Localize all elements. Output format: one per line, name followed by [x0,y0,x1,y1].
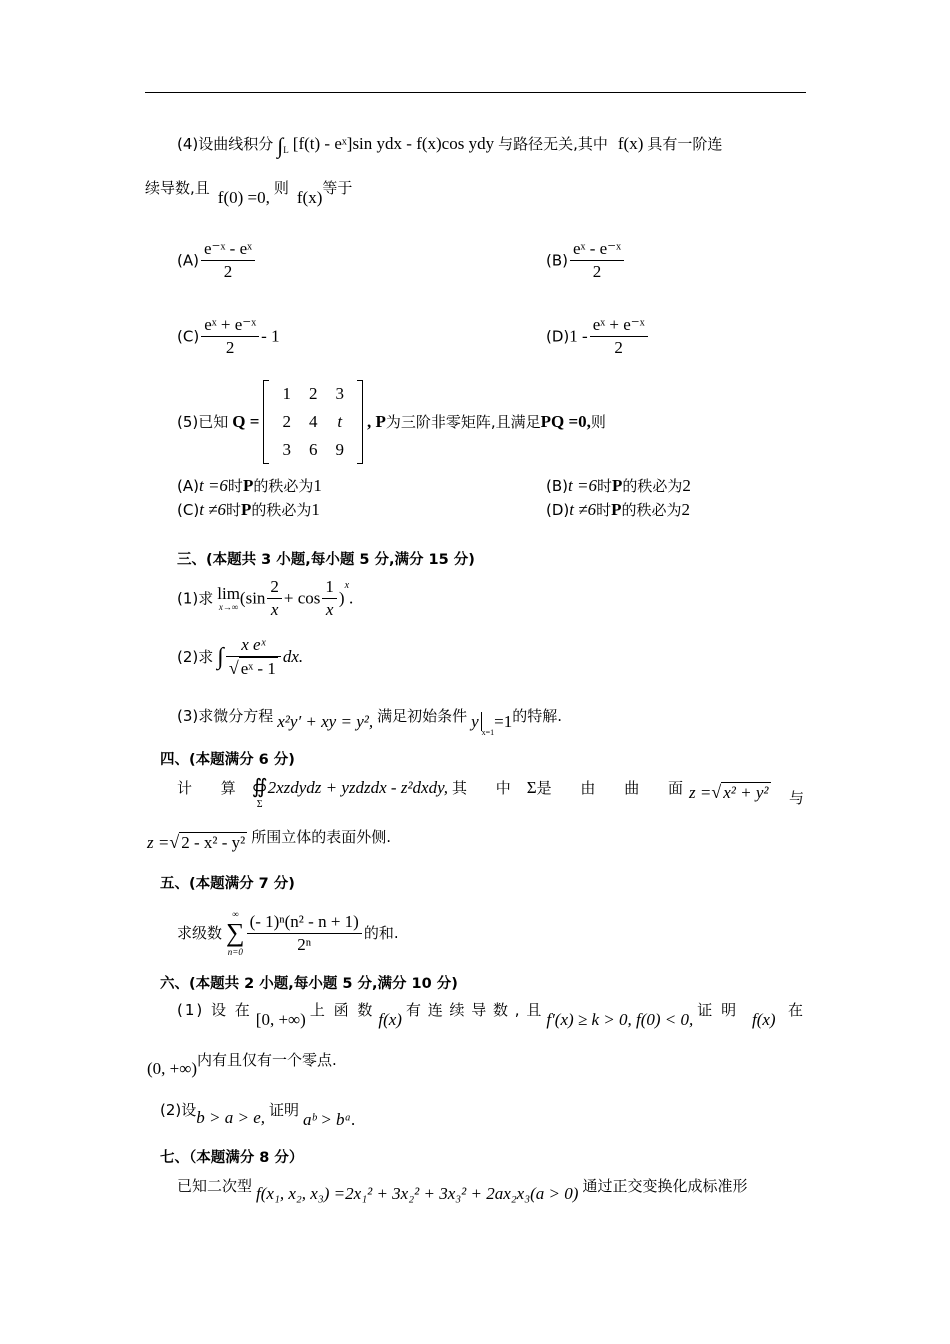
option-label: (D) [546,327,570,346]
matrix-cell: 3 [335,384,344,403]
lim-sub: x→∞ [218,601,239,612]
integral-sign: ∫ [277,133,284,158]
s6-p1-label: (1) 设 在 [177,1001,252,1019]
q5-matrix [263,380,363,464]
section3-heading: 三、(本题共 3 小题,每小题 5 分,满分 15 分) [177,552,475,568]
s6-fx2: f(x) [752,1010,776,1029]
q4-text3: 具有一阶连 [647,135,723,153]
frac-den: x [267,598,282,621]
option-t: t ≠6 [199,500,226,519]
surface-integral [252,778,268,814]
int-sub: Σ [256,799,263,810]
p1-cos: + cos [283,588,321,608]
q4-text2: 与路径无关,其中 [498,135,608,153]
option-P: P [611,500,622,519]
q5-text1: 已知 [198,413,229,431]
q4-text4: 续导数,且 [145,179,210,197]
s7-line [177,1176,748,1203]
frac-den-sqrt: eˣ - 1 [240,659,276,678]
s4-text1: 计 算 [177,779,248,797]
option-b: 的秩必为 [253,477,314,495]
option-label: (A) [177,251,199,270]
p3-y: y [471,712,482,731]
option-den: 2 [225,338,235,357]
option-v: 2 [682,476,691,495]
section4-heading: 四、(本题满分 6 分) [160,752,295,768]
q5-option-b [546,476,691,497]
s5-line [177,908,399,958]
option-den: 2 [614,338,623,357]
p1-end: . [349,588,354,608]
s6-p2-label: (2)设 [160,1101,197,1119]
integral-sign: ∯ [251,776,268,798]
surface1: z =√ x² + y² [689,782,769,802]
q4-cond: f(0) =0, [217,188,270,207]
s6-p1-t6: 内有且仅有一个零点. [197,1051,337,1069]
s6-p1-line2 [147,1050,337,1078]
q4-option-b [546,238,626,283]
p1-close: ) [338,588,345,608]
q5-text3: 为三阶非零矩阵,且满足 [385,413,541,431]
s6-interval: [0, +∞) [255,1010,306,1029]
option-t: t =6 [568,476,597,495]
frac-num: x eˣ [226,634,281,657]
s5-text1: 求级数 [177,924,223,942]
p3-label: (3)求微分方程 [177,707,274,725]
s4-line1 [177,778,807,814]
p1-label: (1)求 [177,589,214,608]
option-b: 的秩必为 [622,477,683,495]
section5-heading: 五、(本题满分 7 分) [160,876,295,892]
frac-num: (- 1)ⁿ(n² - n + 1) [247,911,362,934]
s4-text3: 是 由 曲 面 [536,779,695,797]
s6-p2-text: 证明 [269,1101,300,1119]
q4-int-sub: L [283,145,289,156]
s6-fx: f(x) [378,1010,402,1029]
matrix-cell: 2 [282,412,291,431]
lim-text: lim [217,583,240,603]
q5-Q: Q = [232,412,260,431]
s4-line2: z =√ 2 - x² - y² 所围立体的表面外侧. [147,828,392,852]
q5-option-c [177,500,320,521]
q4-num: (4) [177,135,199,153]
s4-sigma: Σ [526,778,537,797]
q5-num: (5) [177,413,199,431]
s6-cond: f′(x) ≥ k > 0, f(0) < 0, [546,1010,694,1029]
option-label: (C) [177,327,200,346]
s4-text4: 与 [789,789,805,807]
surf2-rhs: 2 - x² - y² [181,833,246,852]
option-den: 2 [223,262,233,281]
p3-end: 的特解. [512,707,563,725]
frac-num: 1 [325,577,334,596]
sum-bot: n=0 [227,947,243,957]
q4-option-c [177,314,280,359]
q4-text1: 设曲线积分 [198,135,274,153]
p2-label: (2)求 [177,648,214,666]
option-b: 的秩必为 [251,501,312,519]
option-label: (A) [177,477,199,495]
s6-p2-cond: b > a > e, [196,1108,265,1127]
option-label: (D) [546,501,570,519]
option-v: 1 [313,476,322,495]
option-a: 时 [596,501,612,519]
s3-problem2: (2)求 ∫ $\frac{\text{x eˣ}}{\text{√ eˣ - 1}}$ dx. [177,635,304,678]
q5-line [177,380,606,464]
p1-sin: (sin [239,588,266,608]
s6-p2-result: aᵇ > bᵃ. [303,1110,356,1129]
surf1-lhs: z = [689,783,712,802]
option-label: (C) [177,501,200,519]
s3-problem1 [177,576,353,621]
q5-cond: PQ =0, [540,412,591,431]
matrix-cell: 3 [282,440,291,459]
matrix-cell: 4 [308,412,318,431]
option-t: t ≠6 [569,500,597,519]
s6-p1-line1 [177,1000,807,1029]
matrix-cell: 9 [335,440,344,459]
option-P: P [241,500,252,519]
s6-p2 [160,1100,356,1129]
option-v: 2 [681,500,690,519]
s7-text1: 已知二次型 [177,1177,253,1195]
option-num: e⁻ˣ - eˣ [201,238,255,261]
matrix-cell: 2 [308,384,318,403]
s5-text2: 的和. [363,924,399,942]
option-den: 2 [592,262,602,281]
option-num: eˣ + e⁻ˣ [201,314,259,337]
option-tail: - 1 [261,326,280,346]
q4-fx2: f(x) [296,188,323,207]
option-P: P [242,476,254,495]
option-label: (B) [546,477,568,495]
s3-problem3 [177,706,563,738]
s4-text5: 所围立体的表面外侧. [251,828,392,846]
q4-option-a [177,238,257,283]
integral-sign: ∫ [217,644,224,670]
header-rule [145,92,806,93]
s4-text2: 其 中 [451,779,523,797]
p3-text: 满足初始条件 [377,707,468,725]
frac-den: x [322,598,337,621]
q5-option-d [546,500,690,521]
option-num: eˣ + e⁻ˣ [590,314,648,337]
s4-expr: 2xzdydz + yzdzdx - z²dxdy, [267,778,448,797]
sum-top: ∞ [232,909,239,919]
frac-num: 2 [270,577,279,596]
sum-sign: ∑ [226,918,245,947]
surf2-lhs: z = [147,833,170,852]
option-b: 的秩必为 [621,501,682,519]
section7-heading: 七、（本题满分 8 分） [160,1150,304,1166]
option-a: 时 [226,501,242,519]
q5-option-a [177,476,322,497]
s7-text2: 通过正交变换化成标准形 [582,1177,748,1195]
option-v: 1 [311,500,320,519]
q4-option-d [546,314,650,359]
q4-expr: [f(t) - eˣ]sin ydx - f(x)cos ydy [292,134,495,153]
p3-equation: x²y′ + xy = y², [277,712,374,731]
q4-text6: 等于 [322,179,353,197]
option-a: 时 [227,477,243,495]
surf1-rhs: x² + y² [723,783,769,802]
s6-interval2: (0, +∞) [147,1059,198,1078]
summation [226,908,245,958]
s6-p1-t3: 有 连 续 导 数 , 且 [405,1001,543,1019]
frac-den: 2ⁿ [297,934,312,954]
option-a: 时 [596,477,612,495]
s7-expr: f(x₁, x₂, x₃) =2x₁² + 3x₂² + 3x₃² + 2ax₂x₃(a > 0) [256,1184,579,1203]
limit [217,583,240,612]
q5-text4: 则 [590,413,606,431]
s6-p1-t5: 在 [788,1001,804,1019]
s6-p1-t4: 证 明 [697,1001,739,1019]
matrix-cell: t [337,412,343,431]
option-lead: 1 - [569,326,588,346]
p2-dx: dx. [282,647,304,666]
q4-line2 [145,178,353,207]
option-t: t =6 [198,476,228,495]
p3-sub: x=1 [481,728,495,738]
p1-sup: x [344,580,350,592]
q4-line1 [177,134,722,156]
matrix-cell: 1 [282,384,291,403]
q4-text5: 则 [273,179,289,197]
q5-P: , P [366,412,386,431]
s6-p1-t2: 上 函 数 [309,1001,375,1019]
section6-heading: 六、(本题共 2 小题,每小题 5 分,满分 10 分) [160,976,458,992]
option-P: P [611,476,623,495]
option-label: (B) [546,251,568,270]
option-num: eˣ - e⁻ˣ [570,238,624,261]
q4-fx: f(x) [617,134,644,153]
matrix-cell: 6 [308,440,318,459]
p3-val: =1 [494,712,513,731]
